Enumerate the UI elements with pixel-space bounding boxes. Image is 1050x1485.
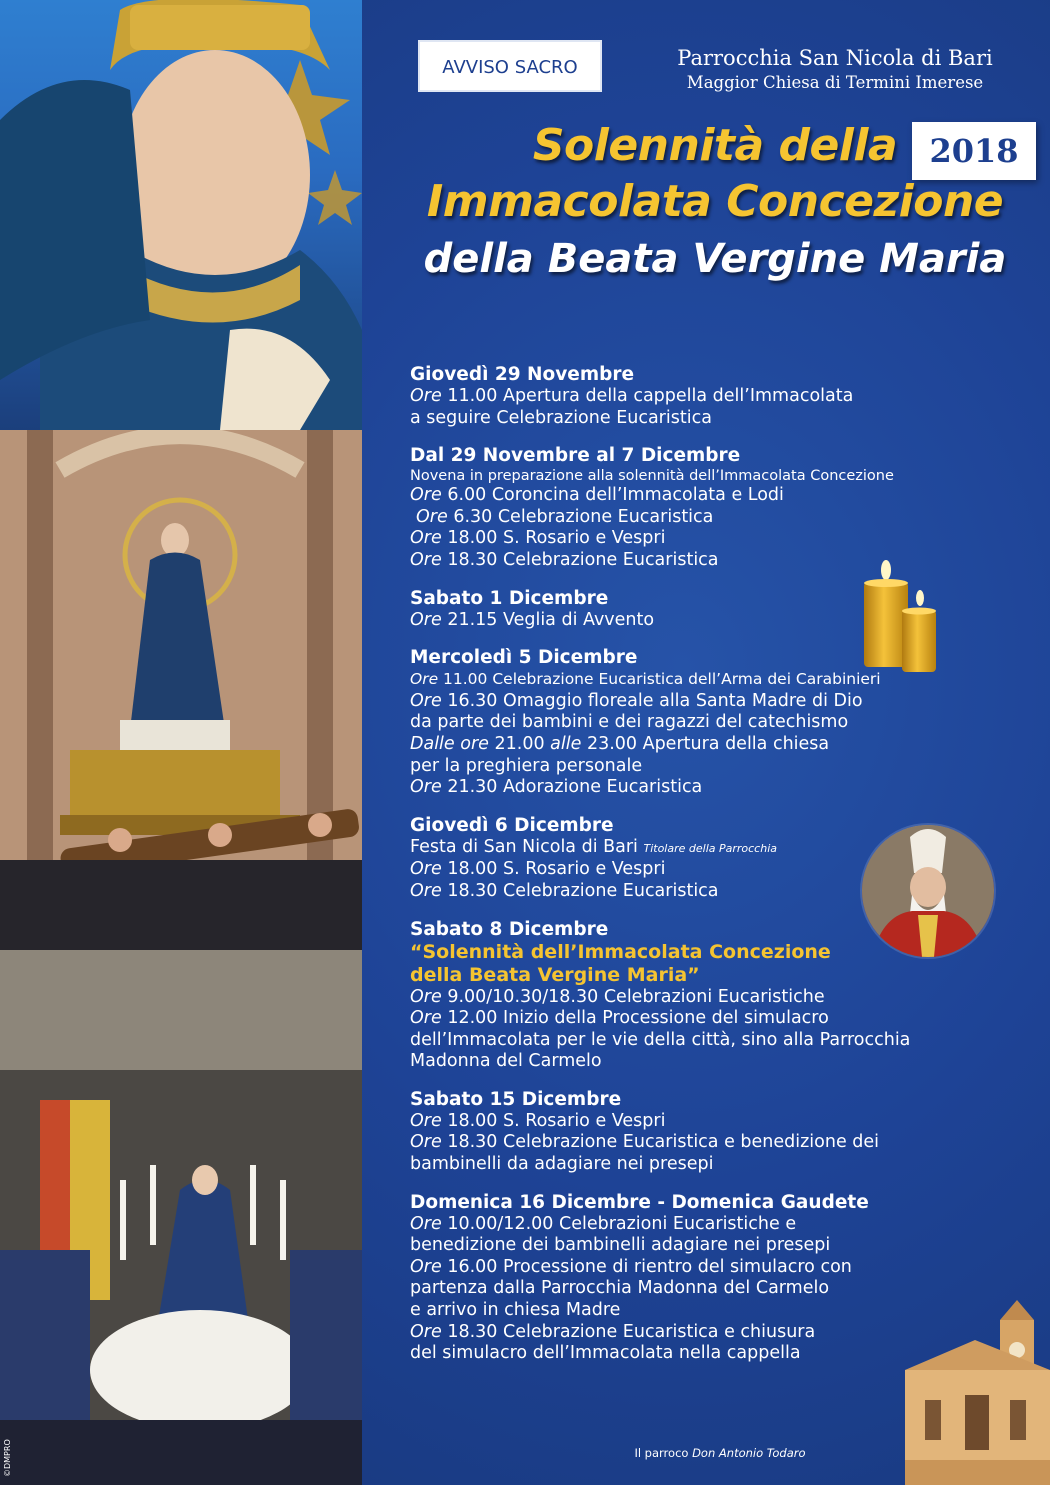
event-line: e arrivo in chiesa Madre: [410, 1300, 621, 1321]
event-line: Ore 21.15 Veglia di Avvento: [410, 609, 655, 630]
event-heading: Dal 29 Novembre al 7 Dicembre: [410, 445, 741, 467]
poster-title: [385, 118, 1045, 286]
event-line: a seguire Celebrazione Eucaristica: [410, 407, 712, 428]
event-line: Ore 18.30 Celebrazione Eucaristica: [410, 549, 719, 570]
crowd-procession-photo: [0, 950, 362, 1485]
church-icon: [905, 1300, 1050, 1485]
year-badge: 2018: [912, 122, 1036, 180]
event-line: Ore 18.30 Celebrazione Eucaristica: [410, 880, 719, 901]
priest-signature: Il parroco Don Antonio Todaro: [634, 1446, 806, 1460]
event-line: bambinelli da adagiare nei presepi: [410, 1154, 714, 1175]
madonna-portrait-photo: [0, 0, 362, 430]
event-highlight: “Solennità dell’Immacolata Concezione: [410, 940, 831, 963]
event-line: Festa di San Nicola di Bari Titolare della Parrocchia: [410, 836, 777, 857]
statue-procession-photo: [0, 430, 362, 950]
parish-line-2: Maggior Chiesa di Termini Imerese: [686, 73, 984, 92]
event-line: Ore 6.00 Coroncina dell’Immacolata e Lodi: [410, 485, 784, 506]
event-line: Ore 18.30 Celebrazione Eucaristica e benedizione dei: [410, 1132, 880, 1153]
event-line: Madonna del Carmelo: [410, 1051, 602, 1072]
title-line-3: della Beata Vergine Maria: [423, 236, 1007, 282]
event-line: Ore 16.00 Processione di rientro del simulacro con: [410, 1256, 852, 1277]
event-line: Ore 18.00 S. Rosario e Vespri: [410, 1110, 666, 1131]
event-line: partenza dalla Parrocchia Madonna del Carmelo: [410, 1278, 830, 1299]
event-heading: Mercoledì 5 Dicembre: [410, 647, 638, 669]
event-line: Ore 18.30 Celebrazione Eucaristica e chiusura: [410, 1321, 816, 1342]
saint-nicholas-portrait: [862, 825, 994, 957]
event-block: [410, 445, 1030, 571]
event-heading: Domenica 16 Dicembre - Domenica Gaudete: [410, 1191, 869, 1213]
event-heading: Sabato 15 Dicembre: [410, 1088, 622, 1110]
event-line: Ore 12.00 Inizio della Processione del simulacro: [410, 1008, 829, 1029]
event-highlight: della Beata Vergine Maria”: [410, 963, 700, 986]
event-block: [410, 1089, 1030, 1176]
parish-line-1: Parrocchia San Nicola di Bari: [677, 46, 993, 70]
event-heading: Giovedì 29 Novembre: [410, 364, 635, 385]
event-line: da parte dei bambini e dei ragazzi del catechismo: [410, 712, 849, 733]
event-heading: Sabato 8 Dicembre: [410, 918, 609, 940]
parish-name: [655, 44, 1015, 94]
event-line: Ore 21.30 Adorazione Eucaristica: [410, 777, 703, 798]
event-line: Ore 18.00 S. Rosario e Vespri: [410, 528, 666, 549]
event-line: Dalle ore 21.00 alle 23.00 Apertura della chiesa: [410, 733, 830, 754]
event-line: Ore 18.00 S. Rosario e Vespri: [410, 859, 666, 880]
event-line: Ore 16.30 Omaggio floreale alla Santa Madre di Dio: [410, 690, 863, 711]
avviso-sacro-tag: AVVISO SACRO: [418, 40, 602, 92]
event-line: dell’Immacolata per le vie della città, sino alla Parrocchia: [410, 1029, 911, 1050]
event-line: Ore 11.00 Apertura della cappella dell’Immacolata: [410, 386, 854, 406]
event-block: [410, 364, 1030, 429]
event-line: Ore 6.30 Celebrazione Eucaristica: [416, 506, 714, 527]
candles-icon: [858, 560, 958, 675]
title-line-2: Immacolata Concezione: [426, 176, 1004, 227]
photo-credit: ©DMPRO: [3, 1439, 12, 1477]
event-line: Ore 9.00/10.30/18.30 Celebrazioni Eucaristiche: [410, 986, 825, 1007]
event-heading: Giovedì 6 Dicembre: [410, 814, 614, 836]
event-line: Ore 10.00/12.00 Celebrazioni Eucaristiche e: [410, 1213, 797, 1234]
event-line: Novena in preparazione alla solennità dell’Immacolata Concezione: [410, 468, 894, 485]
event-line: del simulacro dell’Immacolata nella cappella: [410, 1343, 801, 1364]
event-line: per la preghiera personale: [410, 755, 643, 776]
event-line: benedizione dei bambinelli adagiare nei presepi: [410, 1235, 831, 1256]
event-line: Ore 11.00 Celebrazione Eucaristica dell’Arma dei Carabinieri: [410, 670, 881, 689]
event-heading: Sabato 1 Dicembre: [410, 587, 609, 609]
photo-collage: [0, 0, 362, 1485]
title-line-1: Solennità della: [532, 120, 898, 171]
